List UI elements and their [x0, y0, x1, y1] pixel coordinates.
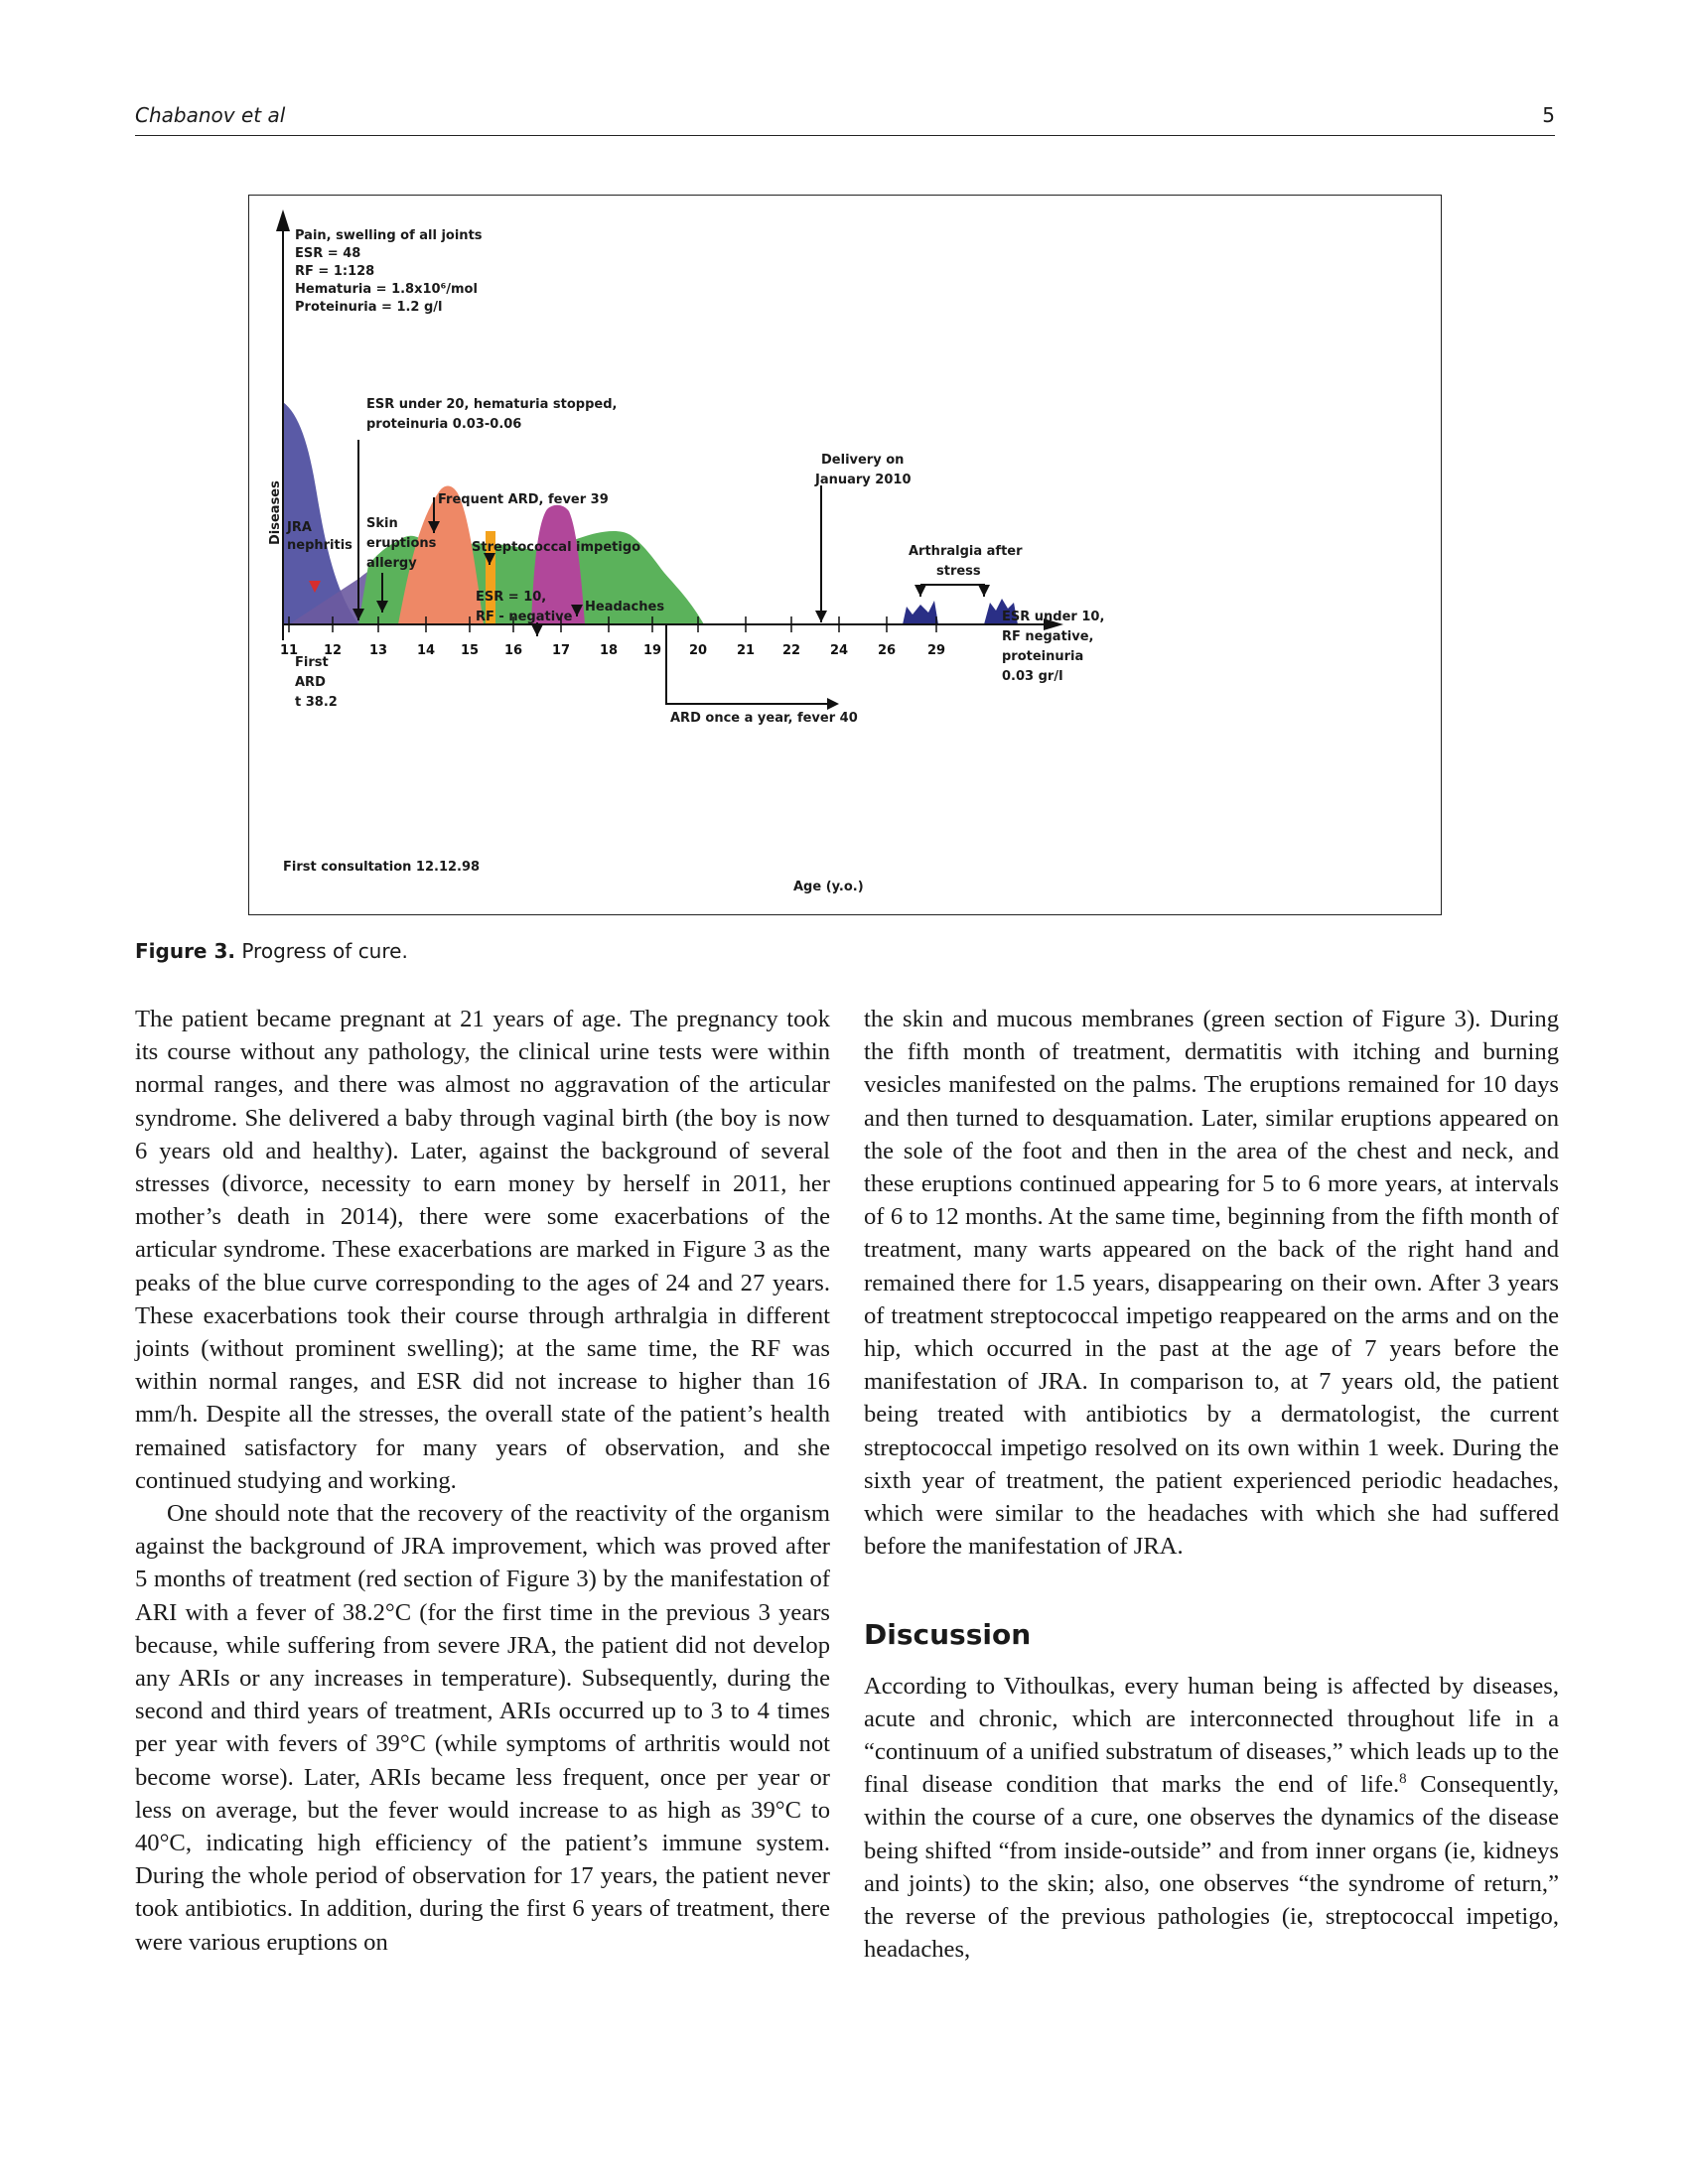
ann-headaches: Headaches: [585, 600, 665, 614]
x-tick-label: 13: [368, 643, 388, 658]
ann-initial-l4: Hematuria = 1.8x10⁶/mol: [295, 282, 478, 297]
ann-initial-l1: Pain, swelling of all joints: [295, 228, 483, 243]
ann-arthralgia-l1: Arthralgia after: [909, 544, 1023, 559]
ann-delivery-l2: January 2010: [815, 473, 912, 487]
body-right-column: [864, 1003, 1559, 1966]
arrow-esr-10-head: [531, 624, 543, 636]
ann-esr10-l2: RF - negative: [476, 610, 573, 624]
ann-delivery-l1: Delivery on: [821, 453, 905, 468]
ann-final-l1: ESR under 10,: [1002, 610, 1105, 624]
discussion-text-a: According to Vithoulkas, every human being is affected by diseases, acute and chronic, which are interconnected throughout life in a “continuum of a unified substratum of diseases,” which leads up to the final disease condition that marks the end of life.: [864, 1672, 1559, 1799]
ann-final-l2: RF negative,: [1002, 629, 1094, 644]
x-tick-label: 18: [599, 643, 619, 658]
ann-final-l3: proteinuria: [1002, 649, 1084, 664]
x-tick-label: 22: [781, 643, 801, 658]
arrow-delivery-head: [815, 611, 827, 622]
x-tick-label: 14: [416, 643, 436, 658]
body-paragraph: [864, 1670, 1559, 1967]
citation-ref: 8: [1399, 1771, 1407, 1788]
running-head-authors: Chabanov et al: [135, 103, 286, 127]
figure-3: [248, 195, 1442, 915]
ann-initial-l3: RF = 1:128: [295, 264, 375, 279]
body-paragraph: The patient became pregnant at 21 years of age. The pregnancy took its course without any pathology, the clinical urine tests were within normal ranges, and there was almost no aggravation of the articular syndrome. She delivered a baby through vaginal birth (the boy is now 6 years old and healthy). Later, against the background of several stresses (divorce, necessity to earn money by herself in 2011, her mother’s death in 2014), there were some exacerbations of the articular syndrome. These exacerbations are marked in Figure 3 as the peaks of the blue curve corresponding to the ages of 24 and 27 years. These exacerbations took their course through arthralgia in different joints (without prominent swelling); at the same time, the RF was within normal ranges, and ESR did not increase to higher than 16 mm/h. Despite all the stresses, the overall state of the patient’s health remained satisfactory for many years of observation, and she continued studying and working.: [135, 1006, 830, 1494]
running-head: [135, 99, 1555, 136]
ann-ard-once: ARD once a year, fever 40: [670, 711, 858, 726]
arthralgia-bracket: [920, 585, 984, 595]
page-number: 5: [1542, 103, 1555, 127]
ann-skin-l2: eruptions: [366, 536, 437, 551]
arrow-arthralgia-24-head: [914, 585, 926, 597]
x-tick-label: 12: [323, 643, 343, 658]
first-consultation-label: First consultation 12.12.98: [283, 860, 481, 875]
discussion-text-b: Consequently, within the course of a cure, one observes the dynamics of the disease being shifted “from inside-outside” and from inner organs (ie, kidneys and joints) to the skin; also, one observes “the syndrome of return,” the reverse of the previous pathologies (ie, streptococcal impetigo, headaches,: [864, 1771, 1560, 1964]
ann-initial-l2: ESR = 48: [295, 246, 361, 261]
ard-once-arrow-head: [827, 698, 839, 710]
x-tick-label: 15: [460, 643, 480, 658]
ann-skin-l3: allergy: [366, 556, 417, 571]
x-tick-label: 29: [926, 643, 946, 658]
ann-esr20-l1: ESR under 20, hematuria stopped,: [366, 397, 618, 412]
x-axis-label: Age (y.o.): [793, 880, 864, 894]
ann-arthralgia-l2: stress: [936, 564, 981, 579]
x-tick-label: 19: [642, 643, 662, 658]
x-tick-label: 16: [503, 643, 523, 658]
x-tick-label: 21: [736, 643, 756, 658]
x-tick-label: 17: [551, 643, 571, 658]
ann-esr20-l2: proteinuria 0.03-0.06: [366, 417, 522, 432]
figure-caption: [135, 939, 408, 963]
ann-jra-l2: nephritis: [287, 538, 352, 553]
section-heading-discussion: Discussion: [864, 1618, 1032, 1652]
y-axis-arrow: [276, 209, 290, 231]
ann-strep: Streptococcal impetigo: [472, 540, 641, 555]
x-tick-label: 24: [829, 643, 849, 658]
x-tick-label: 11: [279, 643, 299, 658]
ann-skin-l1: Skin: [366, 516, 398, 531]
figure-3-chart: [249, 196, 1443, 916]
ann-initial-l5: Proteinuria = 1.2 g/l: [295, 300, 443, 315]
arrow-arthralgia-27-head: [978, 585, 990, 597]
ann-esr10-l1: ESR = 10,: [476, 590, 547, 605]
body-paragraph: the skin and mucous membranes (green section of Figure 3). During the fifth month of treatment, dermatitis with itching and burning vesicles manifested on the palms. The eruptions remained for 10 days and then turned to desquamation. Later, similar eruptions appeared on the sole of the foot and then in the area of the chest and neck, and these eruptions continued appearing for 5 to 6 more years, at intervals of 6 to 12 months. At the same time, beginning from the fifth month of treatment, many warts appeared on the back of the right hand and remained there for 1.5 years, disappearing on their own. After 3 years of treatment streptococcal impetigo reappeared on the arms and on the hip, which occurred in the past at the age of 7 years before the manifestation of JRA. In comparison to, at 7 years old, the patient being treated with antibiotics by a dermatologist, the current streptococcal impetigo resolved on its own within 1 week. During the sixth year of treatment, the patient experienced periodic headaches, which were similar to the headaches with which she had suffered before the manifestation of JRA.: [864, 1006, 1559, 1561]
figure-caption-text: Progress of cure.: [241, 939, 408, 963]
body-left-column: [135, 1003, 830, 1959]
figure-caption-label: Figure 3.: [135, 939, 235, 963]
x-tick-label: 20: [688, 643, 708, 658]
ann-jra-l1: JRA: [287, 520, 312, 535]
y-axis-label: Diseases: [268, 480, 283, 545]
ann-final-l4: 0.03 gr/l: [1002, 669, 1063, 684]
body-paragraph: One should note that the recovery of the reactivity of the organism against the background of JRA improvement, which was proved after 5 months of treatment (red section of Figure 3) by the manifestation of ARI with a fever of 38.2°C (for the first time in the previous 3 years because, while suffering from severe JRA, the patient did not develop any ARIs or any increases in temperature). Subsequently, during the second and third years of treatment, ARIs occurred up to 3 to 4 times per year with fevers of 39°C (while symptoms of arthritis would not become worse). Later, ARIs became less frequent, once per year or less on average, but the fever would increase to as high as 39°C to 40°C, indicating high efficiency of the patient’s immune system. During the whole period of observation for 17 years, the patient never took antibiotics. In addition, during the first 6 years of treatment, there were various eruptions on: [135, 1500, 830, 1956]
ann-first-ard-l3: t 38.2: [295, 695, 338, 710]
ann-first-ard-l1: First: [295, 655, 329, 670]
ard-once-line: [666, 624, 833, 704]
x-tick-label: 26: [877, 643, 897, 658]
ann-frequent-ard: Frequent ARD, fever 39: [438, 492, 609, 507]
ann-first-ard-l2: ARD: [295, 675, 326, 690]
area-arthralgia-24: [903, 601, 938, 624]
